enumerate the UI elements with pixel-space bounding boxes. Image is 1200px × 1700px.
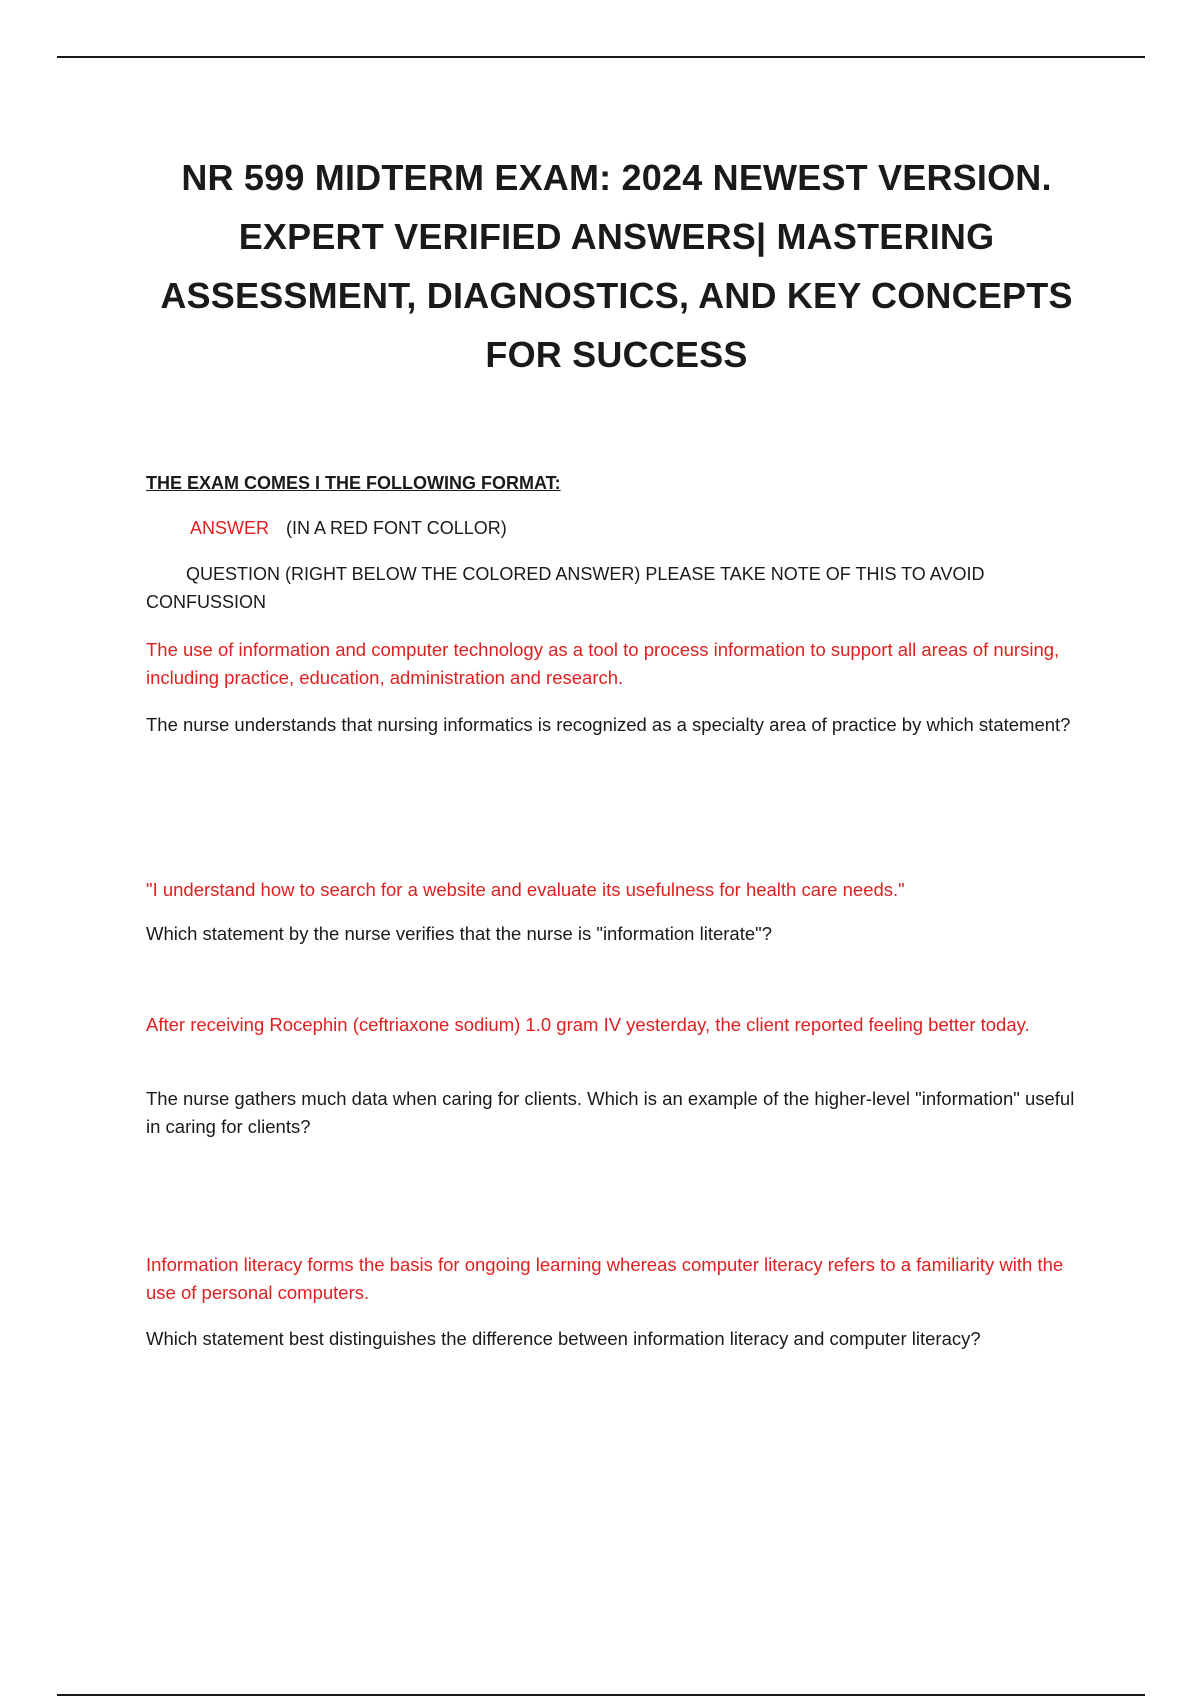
legend-answer-label: ANSWER: [190, 518, 270, 538]
answer-text: Information literacy forms the basis for ongoing learning whereas computer literacy refers to a familiarity with the use of personal computers.: [146, 1254, 1064, 1303]
format-heading: THE EXAM COMES I THE FOLLOWING FORMAT:: [146, 473, 561, 493]
question-text: Which statement by the nurse verifies that the nurse is "information literate"?: [146, 923, 772, 944]
bottom-rule: [57, 1694, 1145, 1696]
legend-question-note: QUESTION (RIGHT BELOW THE COLORED ANSWER) PLEASE TAKE NOTE OF THIS TO AVOID CONFUSSION: [146, 564, 985, 612]
question-text: Which statement best distinguishes the difference between information literacy and computer literacy?: [146, 1328, 981, 1349]
answer-text: After receiving Rocephin (ceftriaxone sodium) 1.0 gram IV yesterday, the client reported feeling better today.: [146, 1014, 1030, 1035]
question-text: The nurse understands that nursing informatics is recognized as a specialty area of practice by which statement?: [146, 714, 1071, 735]
answer-text: The use of information and computer technology as a tool to process information to support all areas of nursing, including practice, education, administration and research.: [146, 639, 1060, 688]
document-title: NR 599 MIDTERM EXAM: 2024 NEWEST VERSION. EXPERT VERIFIED ANSWERS| MASTERING ASSESSMENT, DIAGNOSTICS, AND KEY CONCEPTS FOR SUCCESS: [160, 157, 1073, 375]
top-rule: [57, 56, 1145, 58]
legend-answer-note: (IN A RED FONT COLLOR): [286, 518, 507, 538]
question-text: The nurse gathers much data when caring for clients. Which is an example of the higher-level "information" useful in caring for clients?: [146, 1088, 1075, 1137]
answer-text: "I understand how to search for a website and evaluate its usefulness for health care needs.": [146, 879, 905, 900]
legend-answer-row: [190, 514, 507, 542]
